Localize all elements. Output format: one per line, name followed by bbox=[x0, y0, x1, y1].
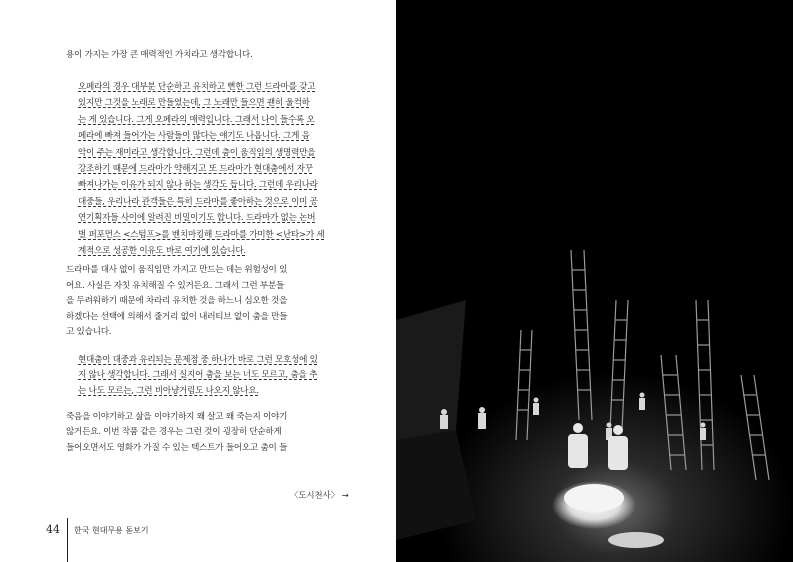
paragraph-death-life bbox=[66, 410, 334, 456]
folio-divider bbox=[67, 518, 68, 562]
text-line: 있지만 그것을 노래로 만들었는데, 그 노래만 들으면 괜히 울컥하 bbox=[78, 98, 310, 109]
text-line: 빠져나가는 이유가 되지 않나 하는 생각도 듭니다. 그런데 우리나라 bbox=[78, 180, 318, 191]
paragraph-drama-risk bbox=[66, 263, 334, 341]
stage-photo-image bbox=[396, 0, 793, 562]
text-line: 하겠다는 선택에 의해서 줄거리 없이 내러티브 없이 춤을 만들 bbox=[66, 311, 288, 322]
quote-ambiguity bbox=[78, 353, 332, 399]
text-line: 는 게 있습니다. 그게 오페라의 매력입니다. 그래서 나이 들수록 오 bbox=[78, 114, 315, 125]
text-line: 강조하기 때문에 드라마가 약해지고 또 드라마가 현대춤에서 자꾸 bbox=[78, 164, 313, 175]
text-line: 드라마를 대사 없이 움직임만 가지고 만드는 데는 위험성이 있 bbox=[66, 265, 288, 275]
left-page bbox=[0, 0, 396, 562]
stage-photo bbox=[396, 0, 793, 562]
text-line: 계적으로 성공한 이유도 바로 여기에 있습니다. bbox=[78, 246, 246, 257]
text-line: 어요. 사실은 자칫 유치해질 수 있거든요. 그래서 그런 부분들 bbox=[66, 280, 285, 291]
text-line: 죽음을 이야기하고 삶을 이야기하지 왜 살고 왜 죽는지 이야기 bbox=[66, 412, 288, 422]
continue-label: 〈도시천사〉 → bbox=[290, 490, 349, 500]
text-line: 는 나도 모르는, 그런 비아냥거림도 나오지 않나요. bbox=[78, 385, 259, 396]
quote-opera bbox=[78, 79, 332, 259]
paragraph-intro bbox=[66, 48, 334, 63]
text-line: 현대춤이 대중과 유리되는 문제점 중 하나가 바로 그런 모호성에 있 bbox=[78, 355, 318, 365]
floor-figure bbox=[608, 532, 664, 548]
text-line: 않거든요. 이번 작품 같은 경우는 그런 것이 굉장히 단순하게 bbox=[66, 427, 282, 438]
text-line: 벌 퍼포먼스 <스텀프>를 벤치마킹해 드라마를 가미한 <난타>가 세 bbox=[78, 229, 325, 240]
text-line: 지 않나 생각합니다. 그래서 실지어 춤을 보는 너도 모르고, 춤을 추 bbox=[78, 370, 318, 381]
text-line: 대중들, 우리나라 관객들은 특히 드라마를 좋아하는 것으로 이미 공 bbox=[78, 196, 318, 207]
text-line: 연기획자들 사이에 알려진 비밀이기도 합니다. 드라마가 없는 논버 bbox=[78, 213, 316, 224]
text-line: 용이 가지는 가장 큰 매력적인 가치라고 생각합니다. bbox=[66, 50, 253, 60]
page-number: 44 bbox=[46, 523, 60, 536]
text-line: 들어오면서도 영화가 가질 수 있는 텍스트가 들어오고 춤이 들 bbox=[66, 442, 288, 453]
text-line: 고 있습니다. bbox=[66, 327, 112, 338]
text-line: 오페라의 경우 대부분 단순하고 유치하고 뻔한 그런 드라마를 갖고 bbox=[78, 82, 316, 92]
text-line: 을 두려워하기 때문에 차라리 유치한 것을 하느니 심오한 것을 bbox=[66, 296, 288, 307]
book-title: 한국 현대무용 돋보기 bbox=[74, 526, 149, 535]
text-line: 페라에 빠져 들어가는 사람들이 많다는 얘기도 나옵니다. 그게 음 bbox=[78, 131, 310, 142]
text-line: 악이 주는 재미라고 생각합니다. 그런데 춤이 움직임의 생명력만을 bbox=[78, 147, 316, 158]
